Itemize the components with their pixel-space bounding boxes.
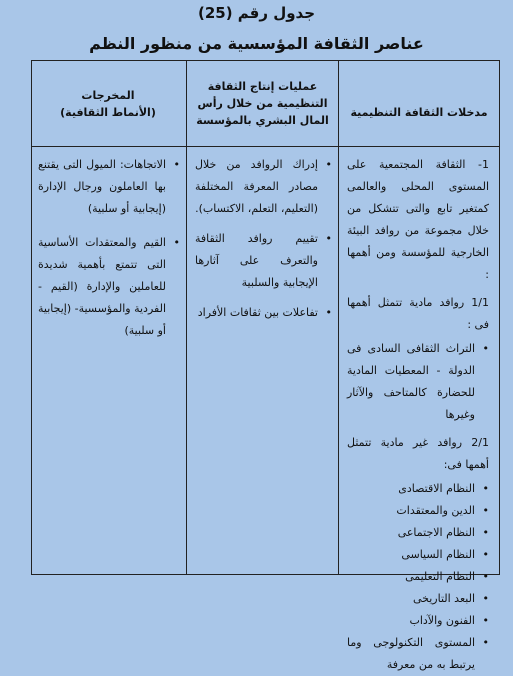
systems-table — [31, 60, 500, 671]
material-heading: 1/1 روافد مادية تتمثل أهمها فى : — [347, 296, 489, 331]
inputs-column — [338, 146, 499, 671]
list-item-text: إدراك الروافد من خلال مصادر المعرفة المختلفة (التعليم، التعلم، الاكتساب). — [195, 158, 318, 215]
list-item — [347, 522, 489, 544]
list-item — [347, 338, 489, 426]
list-item-text: تقييم روافد الثقافة والتعرف على آثارها الإيجابية والسلبية — [195, 232, 318, 289]
list-item — [347, 588, 489, 610]
list-item — [38, 154, 180, 220]
table-header-row — [32, 61, 499, 147]
list-item — [347, 610, 489, 632]
list-item — [195, 228, 332, 294]
list-item — [347, 500, 489, 522]
bullet-icon: • — [173, 158, 180, 171]
list-item-text: الدين والمعتقدات — [396, 504, 475, 517]
bullet-icon: • — [482, 526, 489, 539]
nonmaterial-heading: 2/1 روافد غير مادية تتمثل أهمها فى: — [347, 436, 489, 471]
header-outputs — [30, 61, 186, 146]
table-caption: جدول رقم (25) — [197, 4, 316, 22]
list-item-text: النظام الاجتماعى — [397, 526, 475, 539]
processes-list — [195, 154, 332, 324]
header-outputs-subtitle: (الأنماط الثقافية) — [60, 105, 156, 119]
list-item-text: النظام التعليمى — [405, 570, 475, 583]
bullet-icon: • — [482, 504, 489, 517]
table-title: عناصر الثقافة المؤسسية من منظور النظم — [89, 34, 424, 53]
list-item — [195, 302, 332, 324]
list-item-text: الفنون والآداب — [409, 614, 475, 627]
list-item-text: المستوى التكنولوجى وما يرتبط به من معرفة — [347, 636, 475, 671]
list-item-text: القيم والمعتقدات الأساسية التى تتمتع بأهمية شديدة للعاملين والإدارة (القيم - الفردية والمؤسسية- (إيجابية أو سلبية) — [37, 236, 166, 337]
outputs-column — [30, 146, 186, 574]
outputs-list — [38, 154, 180, 342]
header-inputs: مدخلات الثقافة التنظيمية — [338, 61, 499, 146]
list-item-text: الاتجاهات: الميول التى يقتنع بها العاملون ورجال الإدارة (إيجابية أو سلبية) — [38, 158, 166, 215]
header-processes: عمليات إنتاج الثقافة التنظيمية من خلال رأس المال البشري بالمؤسسة — [186, 61, 338, 146]
list-item — [347, 632, 489, 676]
bullet-icon: • — [482, 482, 489, 495]
processes-column — [186, 146, 338, 574]
list-item-text: النظام الاقتصادى — [398, 482, 475, 495]
list-item-text: تفاعلات بين ثقافات الأفراد — [197, 306, 318, 319]
bullet-icon: • — [325, 306, 332, 319]
bullet-icon: • — [482, 636, 489, 649]
bullet-icon: • — [482, 614, 489, 627]
bullet-icon: • — [325, 232, 332, 245]
header-outputs-title: المخرجات — [81, 88, 135, 102]
list-item — [347, 566, 489, 588]
list-item-text: البعد التاريخى — [412, 592, 475, 605]
list-item — [347, 478, 489, 500]
bullet-icon: • — [173, 236, 180, 249]
list-item — [195, 154, 332, 220]
list-item — [38, 232, 180, 342]
list-item-text: النظام السياسى — [401, 548, 475, 561]
bullet-icon: • — [482, 548, 489, 561]
bullet-icon: • — [482, 570, 489, 583]
bullet-icon: • — [482, 342, 489, 355]
list-item — [347, 544, 489, 566]
bullet-icon: • — [325, 158, 332, 171]
material-list — [347, 338, 489, 426]
inputs-intro: 1- الثقافة المجتمعية على المستوى المحلى والعالمى كمتغير تابع والتى تتشكل من خلال مجموعة من روافد البيئة الخارجية للمؤسسة ومن أهمها : — [347, 158, 489, 281]
bullet-icon: • — [482, 592, 489, 605]
nonmaterial-list — [347, 478, 489, 676]
list-item-text: التراث الثقافى السادى فى الدولة - المعطيات المادية للحضارة كالمتاحف والآثار وغيرها — [347, 342, 475, 421]
